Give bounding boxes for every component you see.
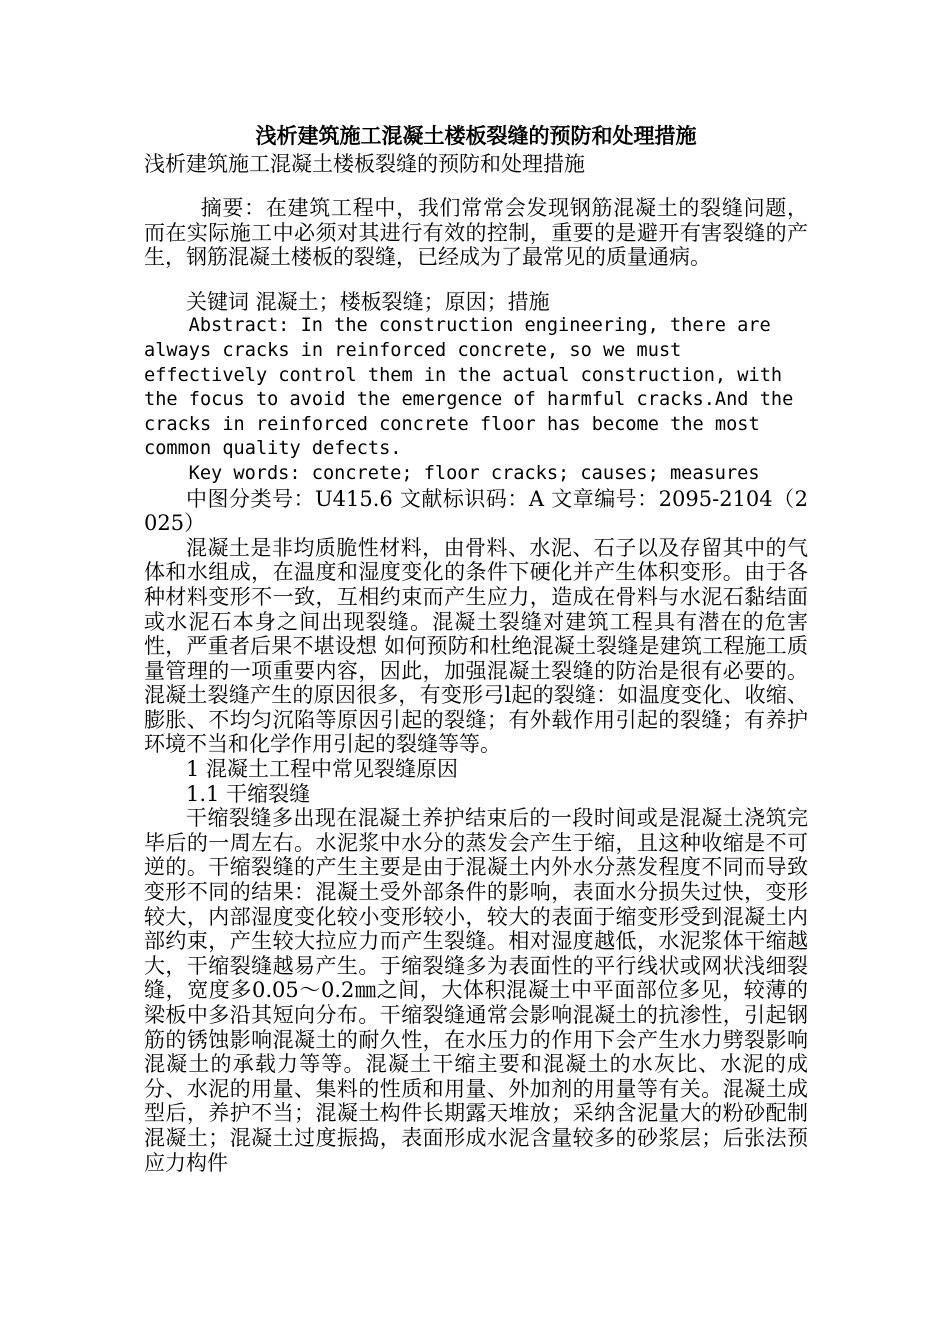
section-1-1-body: 干缩裂缝多出现在混凝土养护结束后的一段时间或是混凝土浇筑完毕后的一周左右。水泥浆中水分的蒸发会产生于缩，且这种收缩是不可逆的。干缩裂缝的产生主要是由于混凝土内外水分蒸发程度不同而导致变形不同的结果：混凝土受外部条件的影响，表面水分损失过快，变形较大，内部湿度变化较小变形较小，较大的表面于缩变形受到混凝土内部约束，产生较大拉应力而产生裂缝。相对湿度越低，水泥浆体干缩越大，干缩裂缝越易产生。于缩裂缝多为表面性的平行线状或网状浅细裂缝，宽度多0.05～0.2㎜之间，大体积混凝土中平面部位多见，较薄的梁板中多沿其短向分布。干缩裂缝通常会影响混凝土的抗渗性，引起钢筋的锈蚀影响混凝土的耐久性，在水压力的作用下会产生水力劈裂影响混凝土的承载力等等。混凝土干缩主要和混凝土的水灰比、水泥的成分、水泥的用量、集料的性质和用量、外加剂的用量等有关。混凝土成型后，养护不当；混凝土构件长期露天堆放；采纳含泥量大的粉砂配制混凝土；混凝土过度振捣，表面形成水泥含量较多的砂浆层；后张法预应力构件 [144, 806, 808, 1175]
section-1-1-heading: 1.1 干缩裂缝 [186, 781, 311, 806]
section-1-heading: 1 混凝土工程中常见裂缝原因 [186, 757, 459, 782]
document-title: 浅析建筑施工混凝土楼板裂缝的预防和处理措施 [255, 123, 697, 148]
document-page [144, 122, 808, 1175]
spacer [144, 270, 808, 290]
classification-line: 中图分类号：U415.6 文献标识码：A 文章编号：2095-2104（2025） [144, 486, 808, 536]
abstract-en: Abstract: In the construction engineering, there are always cracks in reinforced concrete, so we must effectively control them in the actual construction, with the focus to avoid the emergence of harmful cracks.And the cracks in reinforced concrete floor has become the most common quality defects. [144, 315, 794, 460]
intro-paragraph: 混凝土是非均质脆性材料，由骨料、水泥、石子以及存留其中的气体和水组成，在温度和湿度变化的条件下硬化并产生体积变形。由于各种材料变形不一致，互相约束而产生应力，造成在骨料与水泥石黏结面或水泥石本身之间出现裂缝。混凝土裂缝对建筑工程具有潜在的危害性，严重者后果不堪设想 如何预防和杜绝混凝土裂缝是建筑工程施工质量管理的一项重要内容，因此，加强混凝土裂缝的防治是很有必要的。混凝土裂缝产生的原因很多，有变形弓l起的裂缝：如温度变化、收缩、膨胀、不均匀沉陷等原因引起的裂缝；有外载作用引起的裂缝；有养护环境不当和化学作用引起的裂缝等等。 [144, 535, 808, 757]
keywords-cn: 关键词 混凝土；楼板裂缝；原因；措施 [186, 289, 550, 314]
abstract-cn: 摘要：在建筑工程中，我们常常会发现钢筋混凝土的裂缝问题，而在实际施工中必须对其进行有效的控制，重要的是避开有害裂缝的产生，钢筋混凝土楼板的裂缝，已经成为了最常见的质量通病。 [144, 196, 808, 270]
document-subtitle: 浅析建筑施工混凝土楼板裂缝的预防和处理措施 [144, 152, 585, 176]
keywords-en: Key words: concrete; floor cracks; causes; measures [188, 462, 760, 484]
